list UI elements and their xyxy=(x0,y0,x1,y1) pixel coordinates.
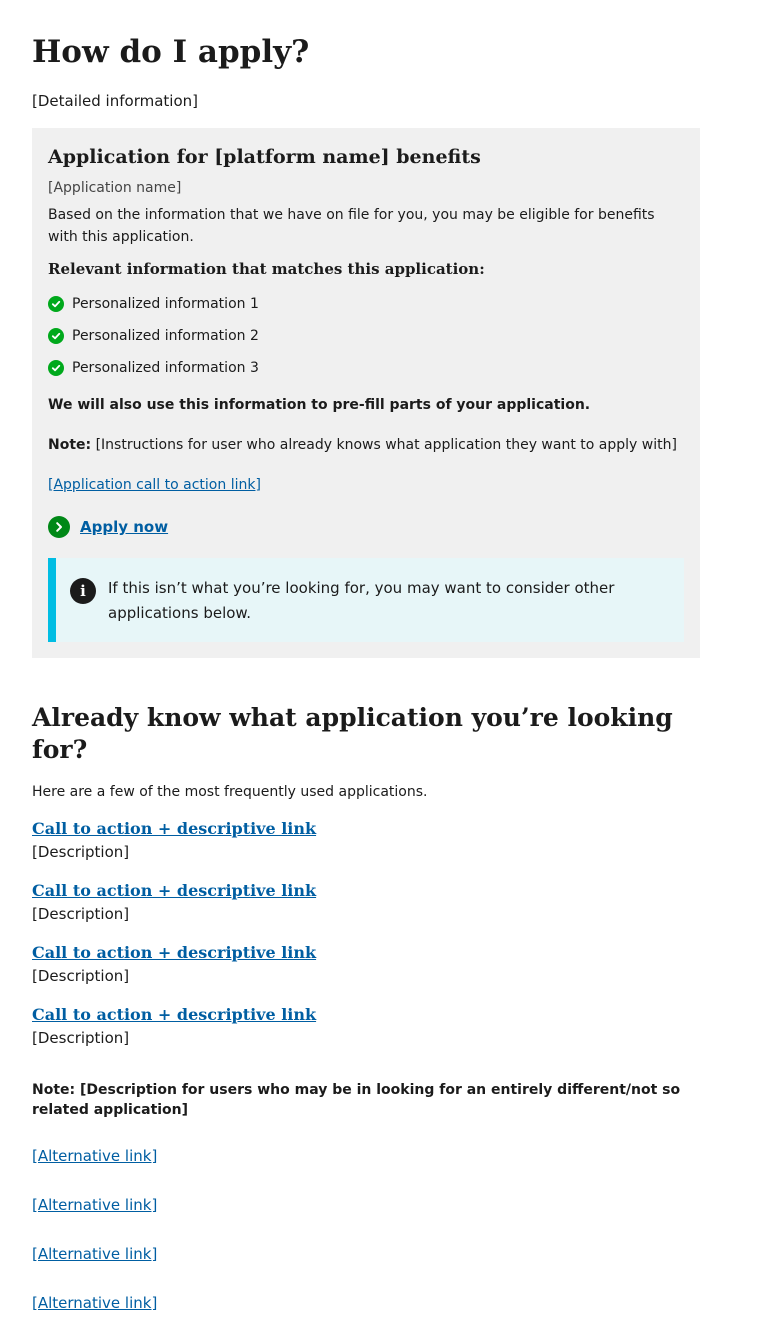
list-item xyxy=(48,288,684,320)
eligibility-text: Based on the information that we have on file for you, you may be eligible for benefits with this application. xyxy=(48,207,655,245)
list-item-label: Personalized information 2 xyxy=(72,328,259,344)
cta-descriptive-link[interactable]: Call to action + descriptive link xyxy=(32,1005,317,1024)
apply-now-link[interactable]: Apply now xyxy=(80,518,169,536)
alternative-note: Note: [Description for users who may be in looking for an entirely different/not so related application] xyxy=(32,1082,681,1118)
alternative-link[interactable]: [Alternative link] xyxy=(32,1245,158,1263)
application-name: [Application name] xyxy=(48,180,182,196)
check-circle-icon xyxy=(48,328,64,344)
list-item xyxy=(32,942,732,988)
list-item xyxy=(32,1004,732,1050)
application-card xyxy=(32,128,700,658)
check-circle-icon xyxy=(48,296,64,312)
alternative-link[interactable]: [Alternative link] xyxy=(32,1294,158,1312)
link-description: [Description] xyxy=(32,967,130,985)
alert-text: If this isn’t what you’re looking for, you may want to consider other applications below. xyxy=(108,579,615,622)
link-description: [Description] xyxy=(32,905,130,923)
cta-descriptive-link[interactable]: Call to action + descriptive link xyxy=(32,943,317,962)
list-item xyxy=(32,880,732,926)
list-item-label: Personalized information 3 xyxy=(72,360,259,376)
prefill-text: We will also use this information to pre-fill parts of your application. xyxy=(48,397,591,413)
list-item xyxy=(48,320,684,352)
cta-descriptive-link[interactable]: Call to action + descriptive link xyxy=(32,881,317,900)
note-label: Note: xyxy=(48,437,92,453)
cta-descriptive-link[interactable]: Call to action + descriptive link xyxy=(32,819,317,838)
info-icon: i xyxy=(70,578,96,604)
list-item xyxy=(32,818,732,864)
note-text: [Instructions for user who already knows what application they want to apply with] xyxy=(91,437,677,453)
personalized-info-list xyxy=(48,288,684,384)
page-title: How do I apply? xyxy=(32,34,310,70)
section-title: Already know what application you’re looking for? xyxy=(32,703,673,764)
alternative-link[interactable]: [Alternative link] xyxy=(32,1196,158,1214)
link-description: [Description] xyxy=(32,843,130,861)
instructions-note xyxy=(48,434,684,456)
section-intro: Here are a few of the most frequently used applications. xyxy=(32,784,428,800)
list-item xyxy=(48,352,684,384)
alternative-link[interactable]: [Alternative link] xyxy=(32,1147,158,1165)
apply-now-button[interactable] xyxy=(48,516,684,538)
relevant-info-heading: Relevant information that matches this application: xyxy=(48,260,485,278)
card-title: Application for [platform name] benefits xyxy=(48,146,481,168)
application-cta-link[interactable]: [Application call to action link] xyxy=(48,477,261,493)
list-item-label: Personalized information 1 xyxy=(72,296,259,312)
detailed-information: [Detailed information] xyxy=(32,92,198,110)
check-circle-icon xyxy=(48,360,64,376)
link-description: [Description] xyxy=(32,1029,130,1047)
info-alert xyxy=(48,558,684,642)
chevron-right-icon xyxy=(48,516,70,538)
